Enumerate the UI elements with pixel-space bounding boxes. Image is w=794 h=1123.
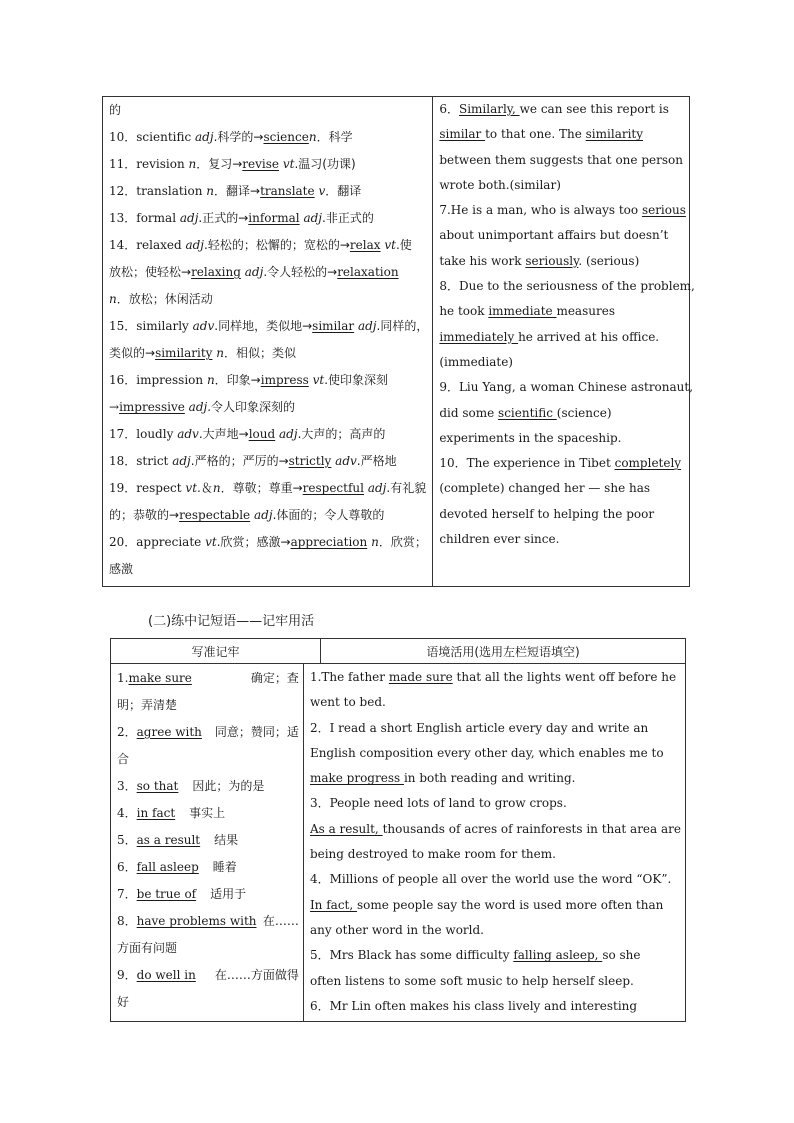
- header-right: 语境活用(选用左栏短语填空): [426, 644, 580, 659]
- phrase-meaning-cont: 好: [117, 995, 130, 1009]
- exercise-line: 6．Similarly, we can see this report is: [439, 102, 669, 116]
- vocab-line: 放松；使轻松→relaxing adj.令人轻松的→relaxation: [109, 265, 399, 279]
- exercise-line: (complete) changed her — she has: [439, 481, 651, 496]
- context-line: 2．I read a short English article every day and write an: [309, 720, 649, 735]
- exercise-line: wrote both.(similar): [439, 177, 561, 192]
- phrase-item: 6．fall asleep 睡着: [117, 860, 237, 874]
- context-line: 1.The father made sure that all the lights went off before he: [309, 670, 677, 684]
- phrase-list: [111, 664, 304, 1022]
- context-line: make progress in both reading and writing.: [309, 771, 576, 786]
- vocab-line: 11．revision n．复习→revise vt.温习(功课): [109, 157, 356, 171]
- vocab-line: 18．strict adj.严格的；严厉的→strictly adv.严格地: [109, 454, 397, 468]
- vocab-line: 17．loudly adv.大声地→loud adj.大声的；高声的: [109, 427, 386, 441]
- vocabulary-table: [102, 96, 695, 587]
- phrase-meaning-cont: 明；弄清楚: [117, 698, 178, 712]
- context-line: As a result, thousands of acres of rainforests in that area are: [309, 821, 681, 836]
- exercise-line: he took immediate measures: [439, 304, 615, 319]
- vocab-line: 19．respect vt.＆n．尊敬；尊重→respectful adj.有礼貌: [109, 481, 427, 495]
- context-line: 4．Millions of people all over the world use the word “OK”.: [309, 872, 672, 887]
- vocab-line: 类似的→similarity n．相似；类似: [109, 346, 297, 360]
- vocab-line: 感激: [109, 562, 134, 576]
- vocab-line: 16．impression n．印象→impress vt.使印象深刻: [109, 373, 389, 387]
- context-line: any other word in the world.: [309, 922, 484, 937]
- context-line: being destroyed to make room for them.: [309, 847, 556, 862]
- exercise-line: (immediate): [439, 354, 513, 369]
- exercise-line: experiments in the spaceship.: [439, 430, 622, 445]
- vocab-exercise-column: [433, 97, 699, 586]
- vocab-line: 13．formal adj.正式的→informal adj.非正式的: [109, 211, 374, 225]
- context-exercise-column: [304, 664, 685, 1022]
- vocab-line: →impressive adj.令人印象深刻的: [109, 400, 296, 414]
- context-line: went to bed.: [309, 695, 386, 710]
- vocab-line: n．放松；休闲活动: [109, 292, 213, 306]
- vocab-line: 15．similarly adv.同样地，类似地→similar adj.同样的，: [109, 319, 429, 333]
- exercise-line: immediately he arrived at his office.: [439, 329, 660, 344]
- context-line: In fact, some people say the word is used more often than: [309, 897, 664, 912]
- vocab-line: 的: [109, 103, 122, 117]
- exercise-line: 10．The experience in Tibet completely: [439, 456, 682, 471]
- context-line: often listens to some soft music to help herself sleep.: [309, 973, 634, 988]
- phrase-item: 5．as a result 结果: [117, 833, 239, 847]
- phrase-item: 3．so that 因此；为的是: [117, 779, 265, 793]
- exercise-line: about unimportant affairs but doesn’t: [439, 228, 669, 243]
- phrase-meaning-cont: 方面有问题: [117, 941, 178, 955]
- vocab-line: 14．relaxed adj.轻松的；松懈的；宽松的→relax vt.使: [109, 238, 412, 252]
- vocab-line: 12．translation n．翻译→translate v．翻译: [109, 184, 362, 198]
- context-line: 3．People need lots of land to grow crops.: [309, 796, 567, 811]
- exercise-line: children ever since.: [439, 532, 560, 547]
- phrase-meaning-cont: 合: [117, 752, 130, 766]
- header-left: 写准记牢: [111, 639, 321, 663]
- section-title: (二)练中记短语——记牢用活: [148, 614, 315, 629]
- exercise-line: between them suggests that one person: [439, 152, 683, 167]
- phrase-table-header: [111, 639, 685, 664]
- vocab-line: 20．appreciate vt.欣赏；感激→appreciation n．欣赏；: [109, 535, 427, 549]
- word-family-column: [103, 97, 433, 586]
- exercise-line: devoted herself to helping the poor: [439, 506, 655, 521]
- phrase-item: 2．agree with 同意；赞同；适: [117, 725, 299, 739]
- phrase-table: [110, 638, 686, 1022]
- exercise-line: similar to that one. The similarity: [439, 127, 644, 142]
- exercise-line: 8．Due to the seriousness of the problem,: [439, 279, 695, 294]
- phrase-item: 4．in fact 事实上: [117, 806, 226, 820]
- vocab-line: 的；恭敬的→respectable adj.体面的；令人尊敬的: [109, 508, 385, 522]
- exercise-line: 7.He is a man, who is always too serious: [439, 203, 686, 218]
- exercise-line: did some scientific (science): [439, 405, 612, 420]
- vocab-line: 10．scientific adj.科学的→sciencen．科学: [109, 130, 353, 144]
- phrase-item: 1.make sure 确定；查: [117, 671, 299, 685]
- context-line: 5．Mrs Black has some difficulty falling asleep, so she: [309, 948, 641, 963]
- phrase-item: 8．have problems with 在……: [117, 914, 299, 928]
- context-line: English composition every other day, which enables me to: [309, 745, 664, 760]
- exercise-line: take his work seriously. (serious): [439, 253, 640, 268]
- exercise-line: 9．Liu Yang, a woman Chinese astronaut,: [439, 380, 694, 395]
- phrase-item: 7．be true of 适用于: [117, 887, 247, 901]
- context-line: 6．Mr Lin often makes his class lively and interesting: [309, 998, 638, 1013]
- phrase-item: 9．do well in 在……方面做得: [117, 968, 299, 982]
